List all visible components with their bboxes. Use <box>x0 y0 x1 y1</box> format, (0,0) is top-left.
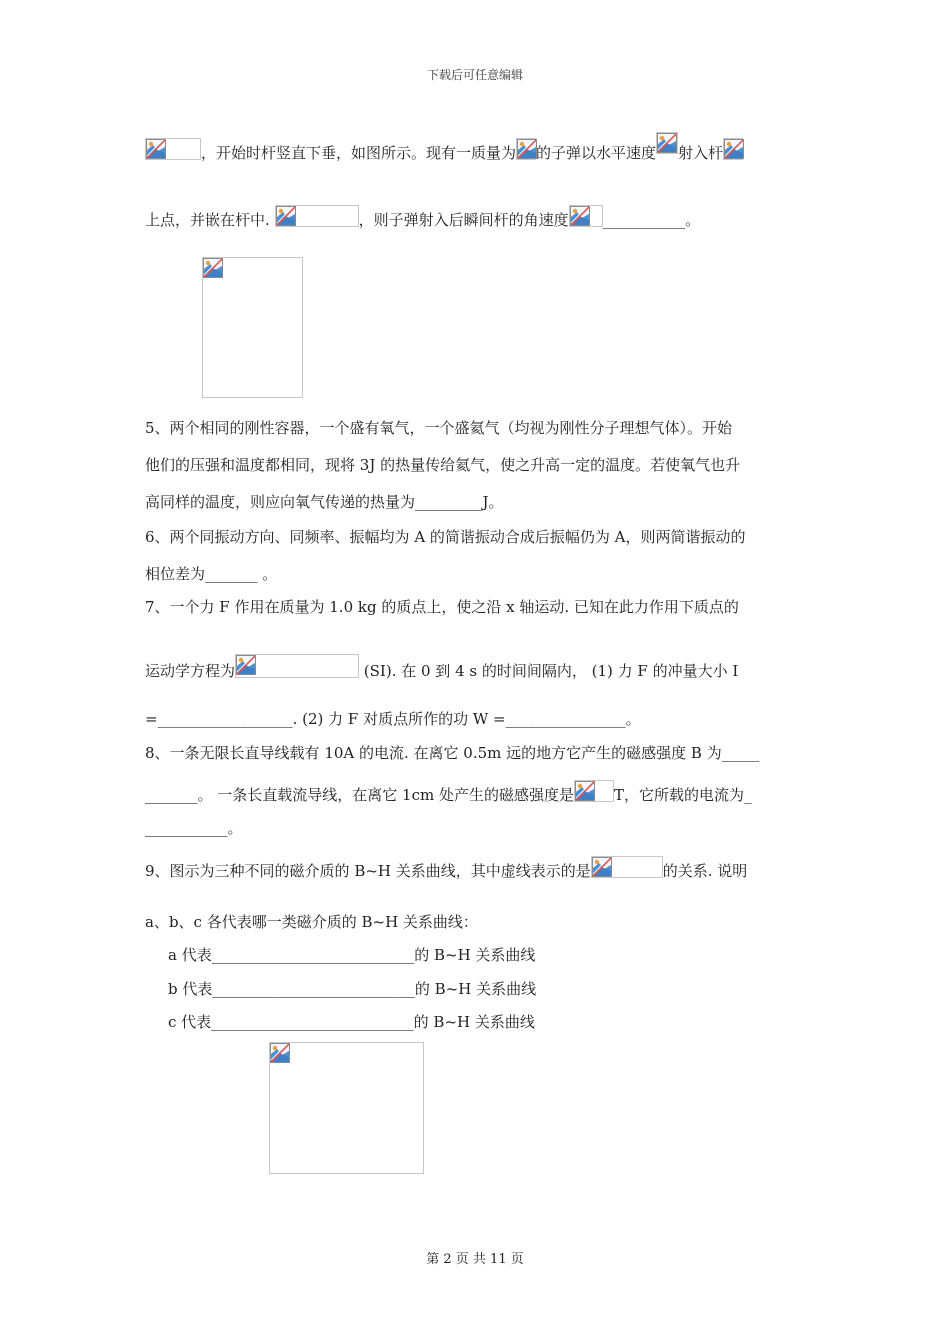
formula-image <box>516 138 536 160</box>
q4-text: 射入杆 <box>678 144 724 162</box>
formula-image <box>591 856 663 878</box>
q7-text: (SI). 在 0 到 4 s 的时间间隔内， (1) 力 F 的冲量大小 I <box>359 662 739 680</box>
answer-blank: ___________。 <box>602 211 701 229</box>
broken-image-icon <box>724 139 744 159</box>
broken-image-icon <box>517 139 537 159</box>
q4-text: ，则子弹射入后瞬间杆的角速度 <box>358 211 569 229</box>
q7-line-2 <box>145 654 810 681</box>
page-header: 下载后可任意编辑 <box>426 68 523 82</box>
broken-image-icon <box>575 781 595 801</box>
q7-line-3: =__________________. (2) 力 F 对质点所作的功 W =________________。 <box>145 710 641 728</box>
q9-answer-a: a 代表___________________________的 B~H 关系曲线 <box>168 946 536 964</box>
broken-image-icon <box>570 206 590 226</box>
formula-image <box>145 138 201 160</box>
broken-image-icon <box>203 258 223 278</box>
q9-line-2: a、b、c 各代表哪一类磁介质的 B~H 关系曲线： <box>145 913 478 931</box>
q7-text: 运动学方程为 <box>145 662 236 680</box>
q9-line-1 <box>145 856 810 881</box>
formula-image <box>275 205 359 227</box>
broken-image-icon <box>270 1043 290 1063</box>
formula-image <box>656 132 678 154</box>
figure-bh-curve-image <box>269 1042 424 1174</box>
formula-image <box>723 138 743 160</box>
broken-image-icon <box>146 139 166 159</box>
q9-text: 9、图示为三种不同的磁介质的 B~H 关系曲线，其中虚线表示的是 <box>145 862 591 880</box>
broken-image-icon <box>236 655 256 675</box>
broken-image-icon <box>657 133 677 153</box>
figure-rod-image <box>202 257 303 398</box>
q4-line-2 <box>145 205 810 230</box>
q7-line-1: 7、一个力 F 作用在质量为 1.0 kg 的质点上，使之沿 x 轴运动. 已知在此力作用下质点的 <box>145 598 739 616</box>
q9-answer-c: c 代表___________________________的 B~H 关系曲线 <box>168 1013 535 1031</box>
q8-line-1: 8、一条无限长直导线载有 10A 的电流. 在离它 0.5m 远的地方它产生的磁感强度 B 为_____ <box>145 744 760 762</box>
q4-text: ，开始时杆竖直下垂，如图所示。现有一质量为 <box>201 144 517 162</box>
q6-line-2: 相位差为_______ 。 <box>145 565 278 583</box>
q4-text: 的子弹以水平速度 <box>536 144 657 162</box>
q5-line-3: 高同样的温度，则应向氧气传递的热量为_________J。 <box>145 493 504 511</box>
formula-image <box>574 780 614 802</box>
broken-image-icon <box>592 857 612 877</box>
q9-answer-b: b 代表___________________________的 B~H 关系曲线 <box>168 980 537 998</box>
q5-line-2: 他们的压强和温度都相同，现将 3J 的热量传给氦气，使之升高一定的温度。若使氧气也升 <box>145 456 741 474</box>
page-footer: 第 2 页 共 11 页 <box>426 1252 524 1267</box>
q8-line-3: ___________。 <box>145 819 243 837</box>
q6-line-1: 6、两个同振动方向、同频率、振幅均为 A 的简谐振动合成后振幅仍为 A，则两简谐振动的 <box>145 528 746 546</box>
q8-text: _______。 一条长直载流导线，在离它 1cm 处产生的磁感强度是 <box>145 786 574 804</box>
q5-line-1: 5、两个相同的刚性容器，一个盛有氧气，一个盛氦气（均视为刚性分子理想气体）。开始 <box>145 419 733 437</box>
q9-text: 的关系. 说明 <box>662 862 748 880</box>
q8-line-2 <box>145 780 810 805</box>
broken-image-icon <box>276 206 296 226</box>
formula-image <box>569 205 603 227</box>
q8-text: T，它所载的电流为_ <box>613 786 752 804</box>
q4-text: 上点，并嵌在杆中. <box>145 211 270 229</box>
formula-image <box>235 654 359 678</box>
q4-line-1 <box>145 132 810 163</box>
